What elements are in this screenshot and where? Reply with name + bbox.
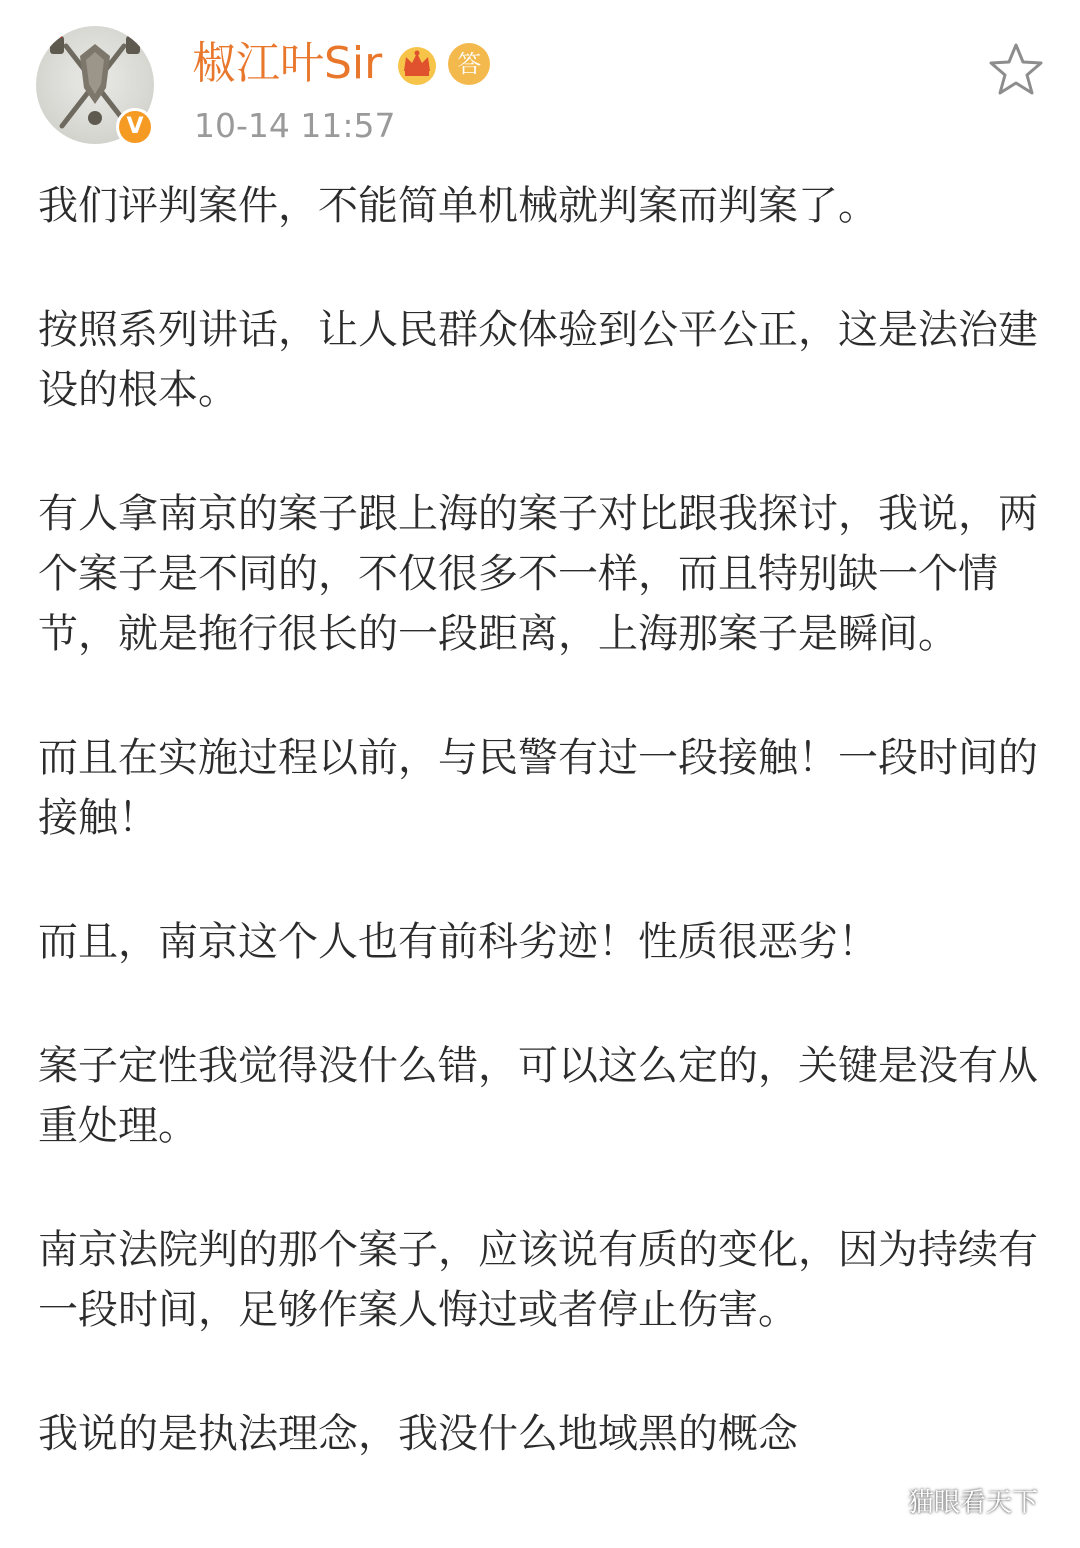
post-paragraph: 有人拿南京的案子跟上海的案子对比跟我探讨，我说，两个案子是不同的，不仅很多不一样，而且特别缺一个情节，就是拖行很长的一段距离，上海那案子是瞬间。 [38,491,1038,657]
answer-icon: 答 [448,43,490,85]
post-paragraph: 我们评判案件，不能简单机械就判案而判案了。 [38,183,878,229]
post-paragraph: 按照系列讲话，让人民群众体验到公平公正，这是法治建设的根本。 [38,307,1038,413]
author-name[interactable]: 椒江叶Sir [192,38,383,89]
post-paragraph: 案子定性我觉得没什么错，可以这么定的，关键是没有从重处理。 [38,1043,1038,1149]
post-header [0,0,1080,170]
wechat-icon [868,1486,904,1516]
post-paragraph: 我说的是执法理念，我没什么地域黑的概念 [38,1411,798,1457]
watermark [868,1482,1038,1519]
post-content [38,176,1048,1528]
author-name-row [192,36,490,92]
star-icon[interactable] [988,42,1044,96]
watermark-text: 猫眼看天下 [908,1488,1039,1518]
post-timestamp: 10-14 11:57 [194,106,396,145]
author-avatar[interactable] [36,26,156,146]
post-paragraph: 南京法院判的那个案子，应该说有质的变化，因为持续有一段时间，足够作案人悔过或者停止伤害。 [38,1227,1038,1333]
post-paragraph: 而且在实施过程以前，与民警有过一段接触！一段时间的接触！ [38,735,1038,841]
crown-icon [394,41,440,87]
verified-v-icon: V [116,108,154,146]
post-paragraph: 而且，南京这个人也有前科劣迹！性质很恶劣！ [38,919,878,965]
